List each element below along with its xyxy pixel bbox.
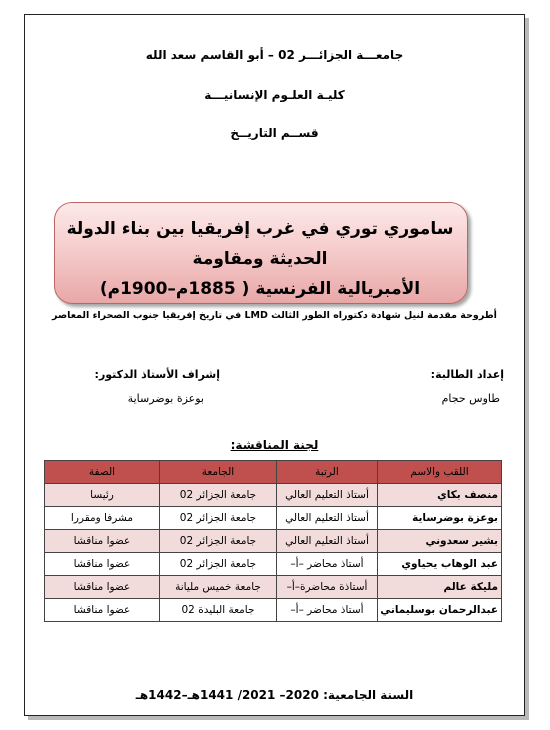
student-label: إعداد الطالبة:: [430, 368, 504, 381]
supervisor-label: إشراف الأستاذ الدكتور:: [94, 368, 220, 381]
thesis-title-line-2: الأمبريالية الفرنسية ( 1885م–1900م): [99, 279, 421, 299]
thesis-note: أطروحة مقدمة لنيل شهادة دكتوراه الطور الثالث LMD في تاريخ إفريقيا جنوب الصحراء المعاصر: [52, 310, 497, 321]
header-name: اللقب والاسم: [378, 461, 502, 484]
committee-table: [44, 460, 502, 622]
member-rank: أستاذ التعليم العالي: [277, 507, 378, 530]
thesis-title: [54, 214, 466, 304]
member-rank: أستاذة محاضرة–أ–: [277, 576, 378, 599]
committee-title: لجنة المناقشة:: [230, 438, 319, 452]
member-university: جامعة الجزائر 02: [160, 530, 277, 553]
student-name: طاوس حجام: [441, 392, 500, 405]
member-university: جامعة الجزائر 02: [160, 484, 277, 507]
department-name: قســم التاريــخ: [230, 126, 319, 140]
supervisor-name: بوعزة بوضرساية: [127, 392, 204, 405]
member-university: جامعة الجزائر 02: [160, 553, 277, 576]
header-university: الجامعة: [160, 461, 277, 484]
member-rank: أستاذ التعليم العالي: [277, 484, 378, 507]
member-university: جامعة الجزائر 02: [160, 507, 277, 530]
member-name: بوعزة بوضرساية: [378, 507, 502, 530]
member-role: رئيسا: [45, 484, 160, 507]
member-role: عضوا مناقشا: [45, 599, 160, 622]
table-row: [45, 484, 502, 507]
member-role: عضوا مناقشا: [45, 530, 160, 553]
member-name: مليكة عالم: [378, 576, 502, 599]
member-university: جامعة خميس مليانة: [160, 576, 277, 599]
member-name: عبدالرحمان بوسليماني: [378, 599, 502, 622]
member-name: عبد الوهاب يحياوي: [378, 553, 502, 576]
table-row: [45, 599, 502, 622]
member-rank: أستاذ التعليم العالي: [277, 530, 378, 553]
member-role: عضوا مناقشا: [45, 576, 160, 599]
header-rank: الرتبة: [277, 461, 378, 484]
member-rank: أستاذ محاضر –أ–: [277, 553, 378, 576]
member-rank: أستاذ محاضر –أ–: [277, 599, 378, 622]
faculty-name: كليـة العلـوم الإنسانيـــة: [204, 88, 345, 102]
committee-header-row: [45, 461, 502, 484]
header-role: الصفة: [45, 461, 160, 484]
member-role: عضوا مناقشا: [45, 553, 160, 576]
table-row: [45, 553, 502, 576]
member-role: مشرفا ومقررا: [45, 507, 160, 530]
academic-year: السنة الجامعية: 2020– 2021/ 1441هـ–1442هـ: [135, 688, 414, 702]
table-row: [45, 530, 502, 553]
member-name: بشير سعدوني: [378, 530, 502, 553]
table-row: [45, 507, 502, 530]
member-name: منصف بكاي: [378, 484, 502, 507]
university-name: جامعـــة الجزائـــر 02 – أبو القاسم سعد الله: [145, 48, 404, 62]
table-row: [45, 576, 502, 599]
member-university: جامعة البليدة 02: [160, 599, 277, 622]
thesis-title-line-1: ساموري توري في غرب إفريقيا بين بناء الدولة الحديثة ومقاومة: [66, 219, 454, 269]
